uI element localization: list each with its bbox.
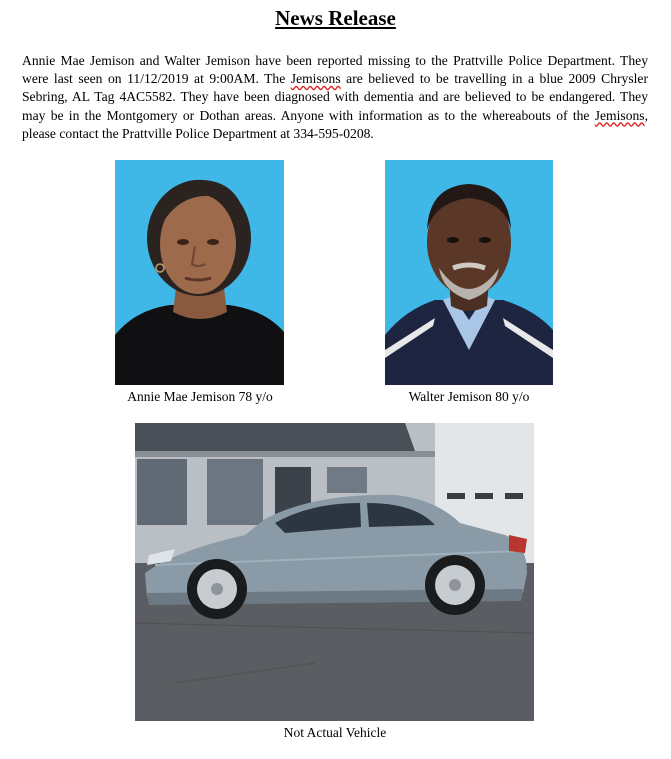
- photo-caption-annie: Annie Mae Jemison 78 y/o: [127, 389, 273, 404]
- walter-jemison-photo: [385, 160, 553, 385]
- news-paragraph: [22, 52, 648, 143]
- surname-2: Jemisons: [594, 107, 645, 123]
- body-text-2: are believed to be travelling in a blue 2009 Chrysler Sebring, AL Tag 4AC5582. They have been diagnosed with dementia and are believed to be endangered. They may be in the Montgomery or Dothan areas. Anyone with information as to the whereabouts of the: [22, 71, 648, 123]
- vehicle-photo: [135, 423, 534, 721]
- page-title: News Release: [275, 6, 396, 30]
- annie-mae-jemison-photo: [115, 160, 284, 385]
- body-text-3: , please contact the Prattville Police Department at 334-595-0208.: [22, 107, 648, 141]
- vehicle-caption: Not Actual Vehicle: [283, 725, 387, 740]
- photo-caption-walter: Walter Jemison 80 y/o: [408, 389, 530, 404]
- surname-1: Jemisons: [290, 71, 341, 87]
- body-text-1: Annie Mae Jemison and Walter Jemison have been reported missing to the Prattville Police Department. They were last seen on 11/12/2019 at 9:00AM. The: [22, 53, 648, 87]
